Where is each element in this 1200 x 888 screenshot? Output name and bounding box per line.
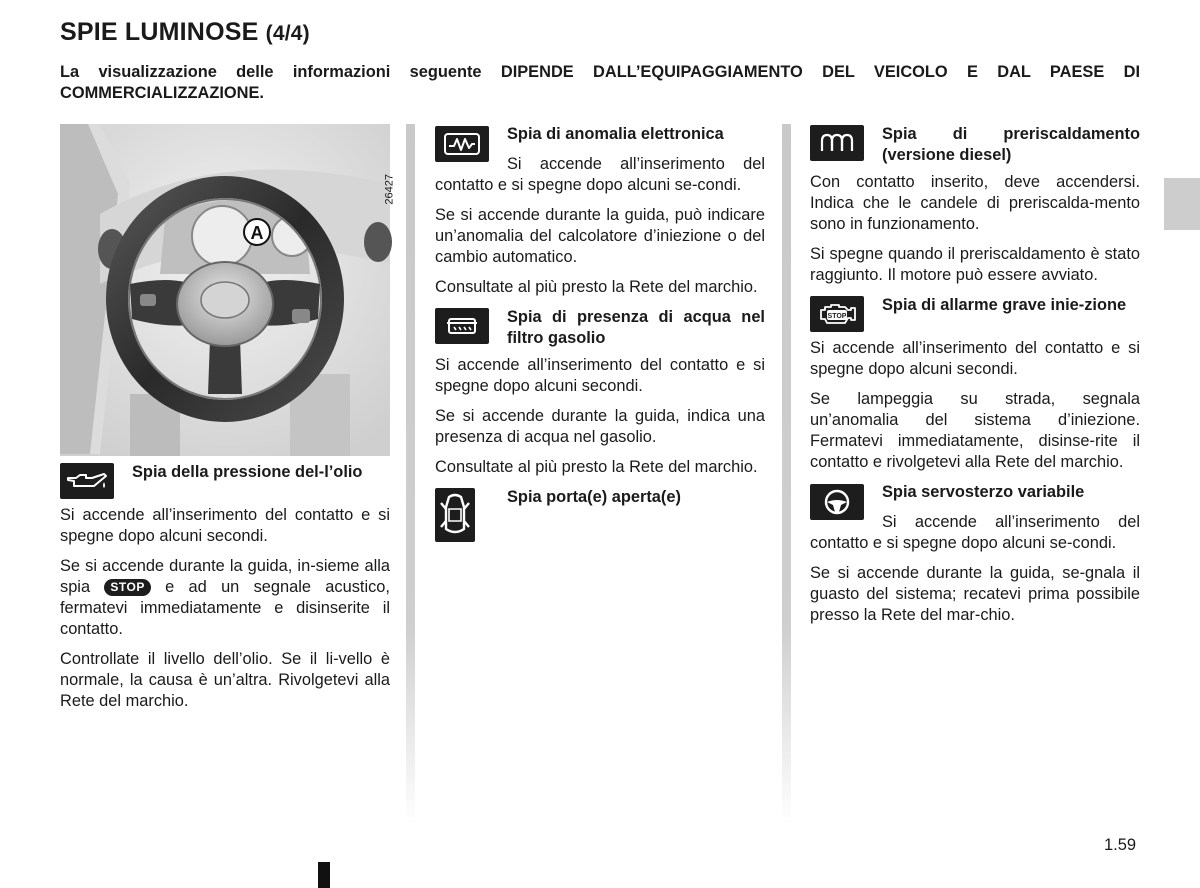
column-divider-1 bbox=[406, 124, 415, 824]
door-open-title: Spia porta(e) aperta(e) bbox=[507, 488, 681, 506]
steering-text-2: Se si accende durante la guida, se-gnala il guasto del sistema; recatevi prima possibile presso la Rete del mar-chio. bbox=[810, 564, 1140, 624]
steering-wheel-illustration bbox=[60, 124, 390, 456]
water-filter-text-2: Se si accende durante la guida, indica una presenza di acqua nel gasolio. bbox=[435, 407, 765, 446]
preheat-text-1: Con contatto inserito, deve accendersi. Indica che le candele di preriscalda-mento sono in funzionamento. bbox=[810, 173, 1140, 233]
glow-plug-icon bbox=[810, 125, 864, 161]
electronic-fault-section bbox=[435, 124, 765, 205]
water-in-fuel-filter-icon bbox=[435, 308, 489, 344]
column-divider-2 bbox=[782, 124, 791, 824]
injection-alarm-heading bbox=[810, 295, 1140, 332]
electronic-fault-icon bbox=[435, 126, 489, 162]
steering-title: Spia servosterzo variabile bbox=[882, 483, 1085, 501]
engine-stop-icon bbox=[810, 296, 864, 332]
chapter-thumb-tab bbox=[1164, 178, 1200, 230]
preheat-title: Spia di preriscaldamento (versione diesel) bbox=[882, 125, 1140, 164]
oil-pressure-text-3: Controllate il livello dell’olio. Se il li-vello è normale, la causa è un’altra. Rivolgetevi alla Rete del marchio. bbox=[60, 650, 390, 710]
water-filter-text-1: Si accende all’inserimento del contatto e si spegne dopo alcuni secondi. bbox=[435, 356, 765, 395]
water-filter-title: Spia di presenza di acqua nel filtro gasolio bbox=[507, 308, 765, 347]
preheat-text-2: Si spegne quando il preriscaldamento è stato raggiunto. Il motore può essere avviato. bbox=[810, 245, 1140, 284]
column-3 bbox=[810, 124, 1140, 635]
photo-callout-a: A bbox=[250, 223, 264, 243]
oil-can-icon bbox=[60, 463, 114, 499]
steering-section bbox=[810, 482, 1140, 563]
oil-pressure-text-2 bbox=[60, 556, 390, 640]
column-1 bbox=[60, 124, 396, 721]
electronic-fault-title: Spia di anomalia elettronica bbox=[507, 125, 724, 143]
injection-alarm-text-1: Si accende all’inserimento del contatto e si spegne dopo alcuni secondi. bbox=[810, 339, 1140, 378]
injection-alarm-text-2: Se lampeggia su strada, segnala un’anomalia del sistema d’iniezione. Fermatevi immediatamente, disinse-rite il contatto e rivolgetevi alla Rete del marchio. bbox=[810, 390, 1140, 471]
stop-warning-badge: STOP bbox=[104, 579, 150, 596]
injection-alarm-title: Spia di allarme grave inie-zione bbox=[882, 296, 1127, 314]
svg-text:STOP: STOP bbox=[827, 313, 847, 320]
oil-pressure-text-1: Si accende all’inserimento del contatto e si spegne dopo alcuni secondi. bbox=[60, 506, 390, 545]
preheat-heading bbox=[810, 124, 1140, 166]
page-number: 1.59 bbox=[1104, 836, 1137, 854]
door-open-icon bbox=[435, 488, 475, 542]
steering-text-1: Si accende all’inserimento del contatto e si spegne dopo alcuni se-condi. bbox=[810, 513, 1140, 552]
electronic-fault-text-3: Consultate al più presto la Rete del marchio. bbox=[435, 278, 758, 296]
page-title-part: (4/4) bbox=[265, 22, 310, 45]
water-filter-heading bbox=[435, 307, 765, 349]
column-2 bbox=[435, 124, 765, 548]
page-title-main: SPIE LUMINOSE bbox=[60, 18, 259, 46]
electronic-fault-text-1: Si accende all’inserimento del contatto e si spegne dopo alcuni se-condi. bbox=[435, 155, 765, 194]
page-title bbox=[60, 18, 310, 47]
oil-pressure-title: Spia della pressione del-l’olio bbox=[132, 463, 363, 481]
electronic-fault-text-2: Se si accende durante la guida, può indicare un’anomalia del calcolatore d’iniezione o del cambio automatico. bbox=[435, 206, 765, 266]
dashboard-photo bbox=[60, 124, 396, 456]
oil-pressure-heading bbox=[60, 462, 390, 499]
steering-wheel-icon bbox=[810, 484, 864, 520]
intro-text: La visualizzazione delle informazioni seguente DIPENDE DALL’EQUIPAGGIAMENTO DEL VEICOLO E DAL PAESE DI COMMERCIALIZZAZIONE. bbox=[60, 63, 1140, 102]
door-open-heading bbox=[435, 487, 765, 542]
water-filter-text-3: Consultate al più presto la Rete del marchio. bbox=[435, 458, 758, 476]
photo-code: 26427 bbox=[384, 174, 396, 205]
binding-mark bbox=[318, 862, 330, 888]
oil-pressure-text-2b: e ad un segnale acustico, fermatevi immediatamente e disinserite il contatto. bbox=[60, 578, 390, 638]
oil-pressure-text-2a: Se si accende durante la guida, in-sieme alla spia bbox=[60, 557, 390, 596]
